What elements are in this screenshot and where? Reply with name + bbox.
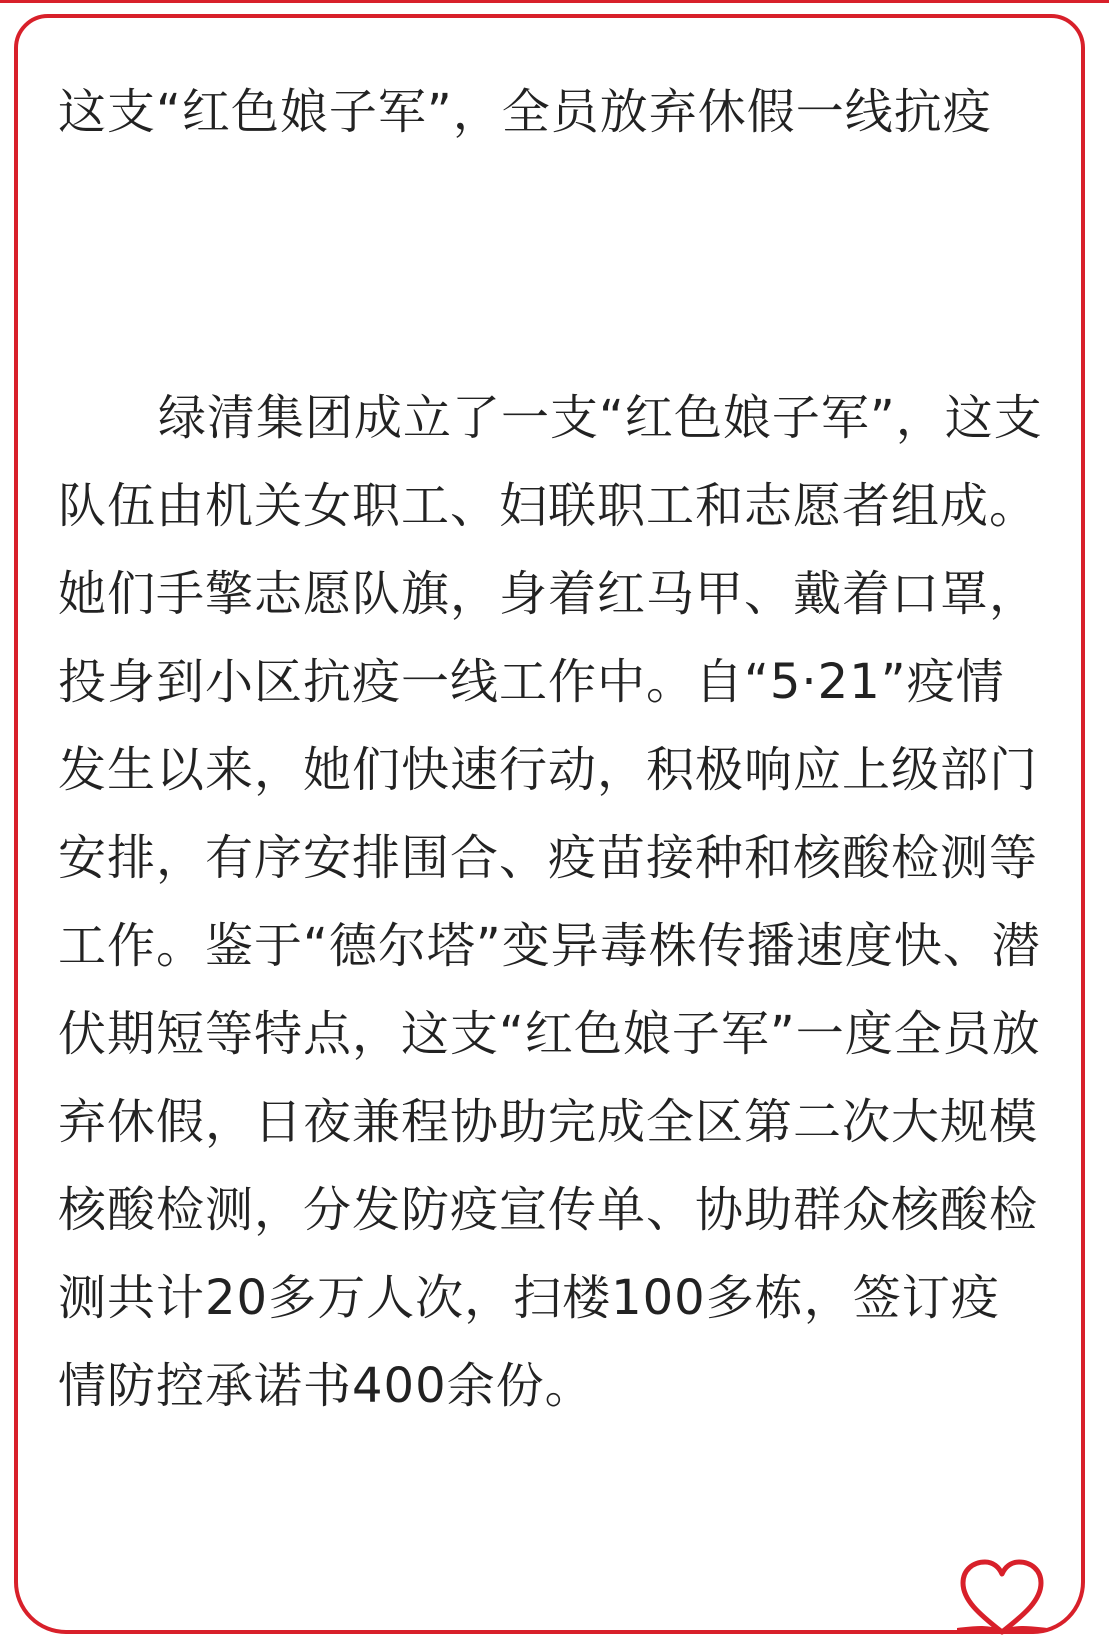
article-paragraph: 绿清集团成立了一支“红色娘子军”，这支队伍由机关女职工、妇联职工和志愿者组成。她们手擎志愿队旗，身着红马甲、戴着口罩，投身到小区抗疫一线工作中。自“5·21”疫情发生以来，她们快速行动，积极响应上级部门安排，有序安排围合、疫苗接种和核酸检测等工作。鉴于“德尔塔”变异毒株传播速度快、潜伏期短等特点，这支“红色娘子军”一度全员放弃休假，日夜兼程协助完成全区第二次大规模核酸检测，分发防疫宣传单、协助群众核酸检测共计20多万人次，扫楼100多栋，签订疫情防控承诺书400余份。	[58, 390, 1043, 1414]
heart-icon	[957, 1556, 1047, 1638]
top-red-line	[0, 0, 1109, 3]
article-title: 这支“红色娘子军”，全员放弃休假一线抗疫	[58, 84, 992, 140]
